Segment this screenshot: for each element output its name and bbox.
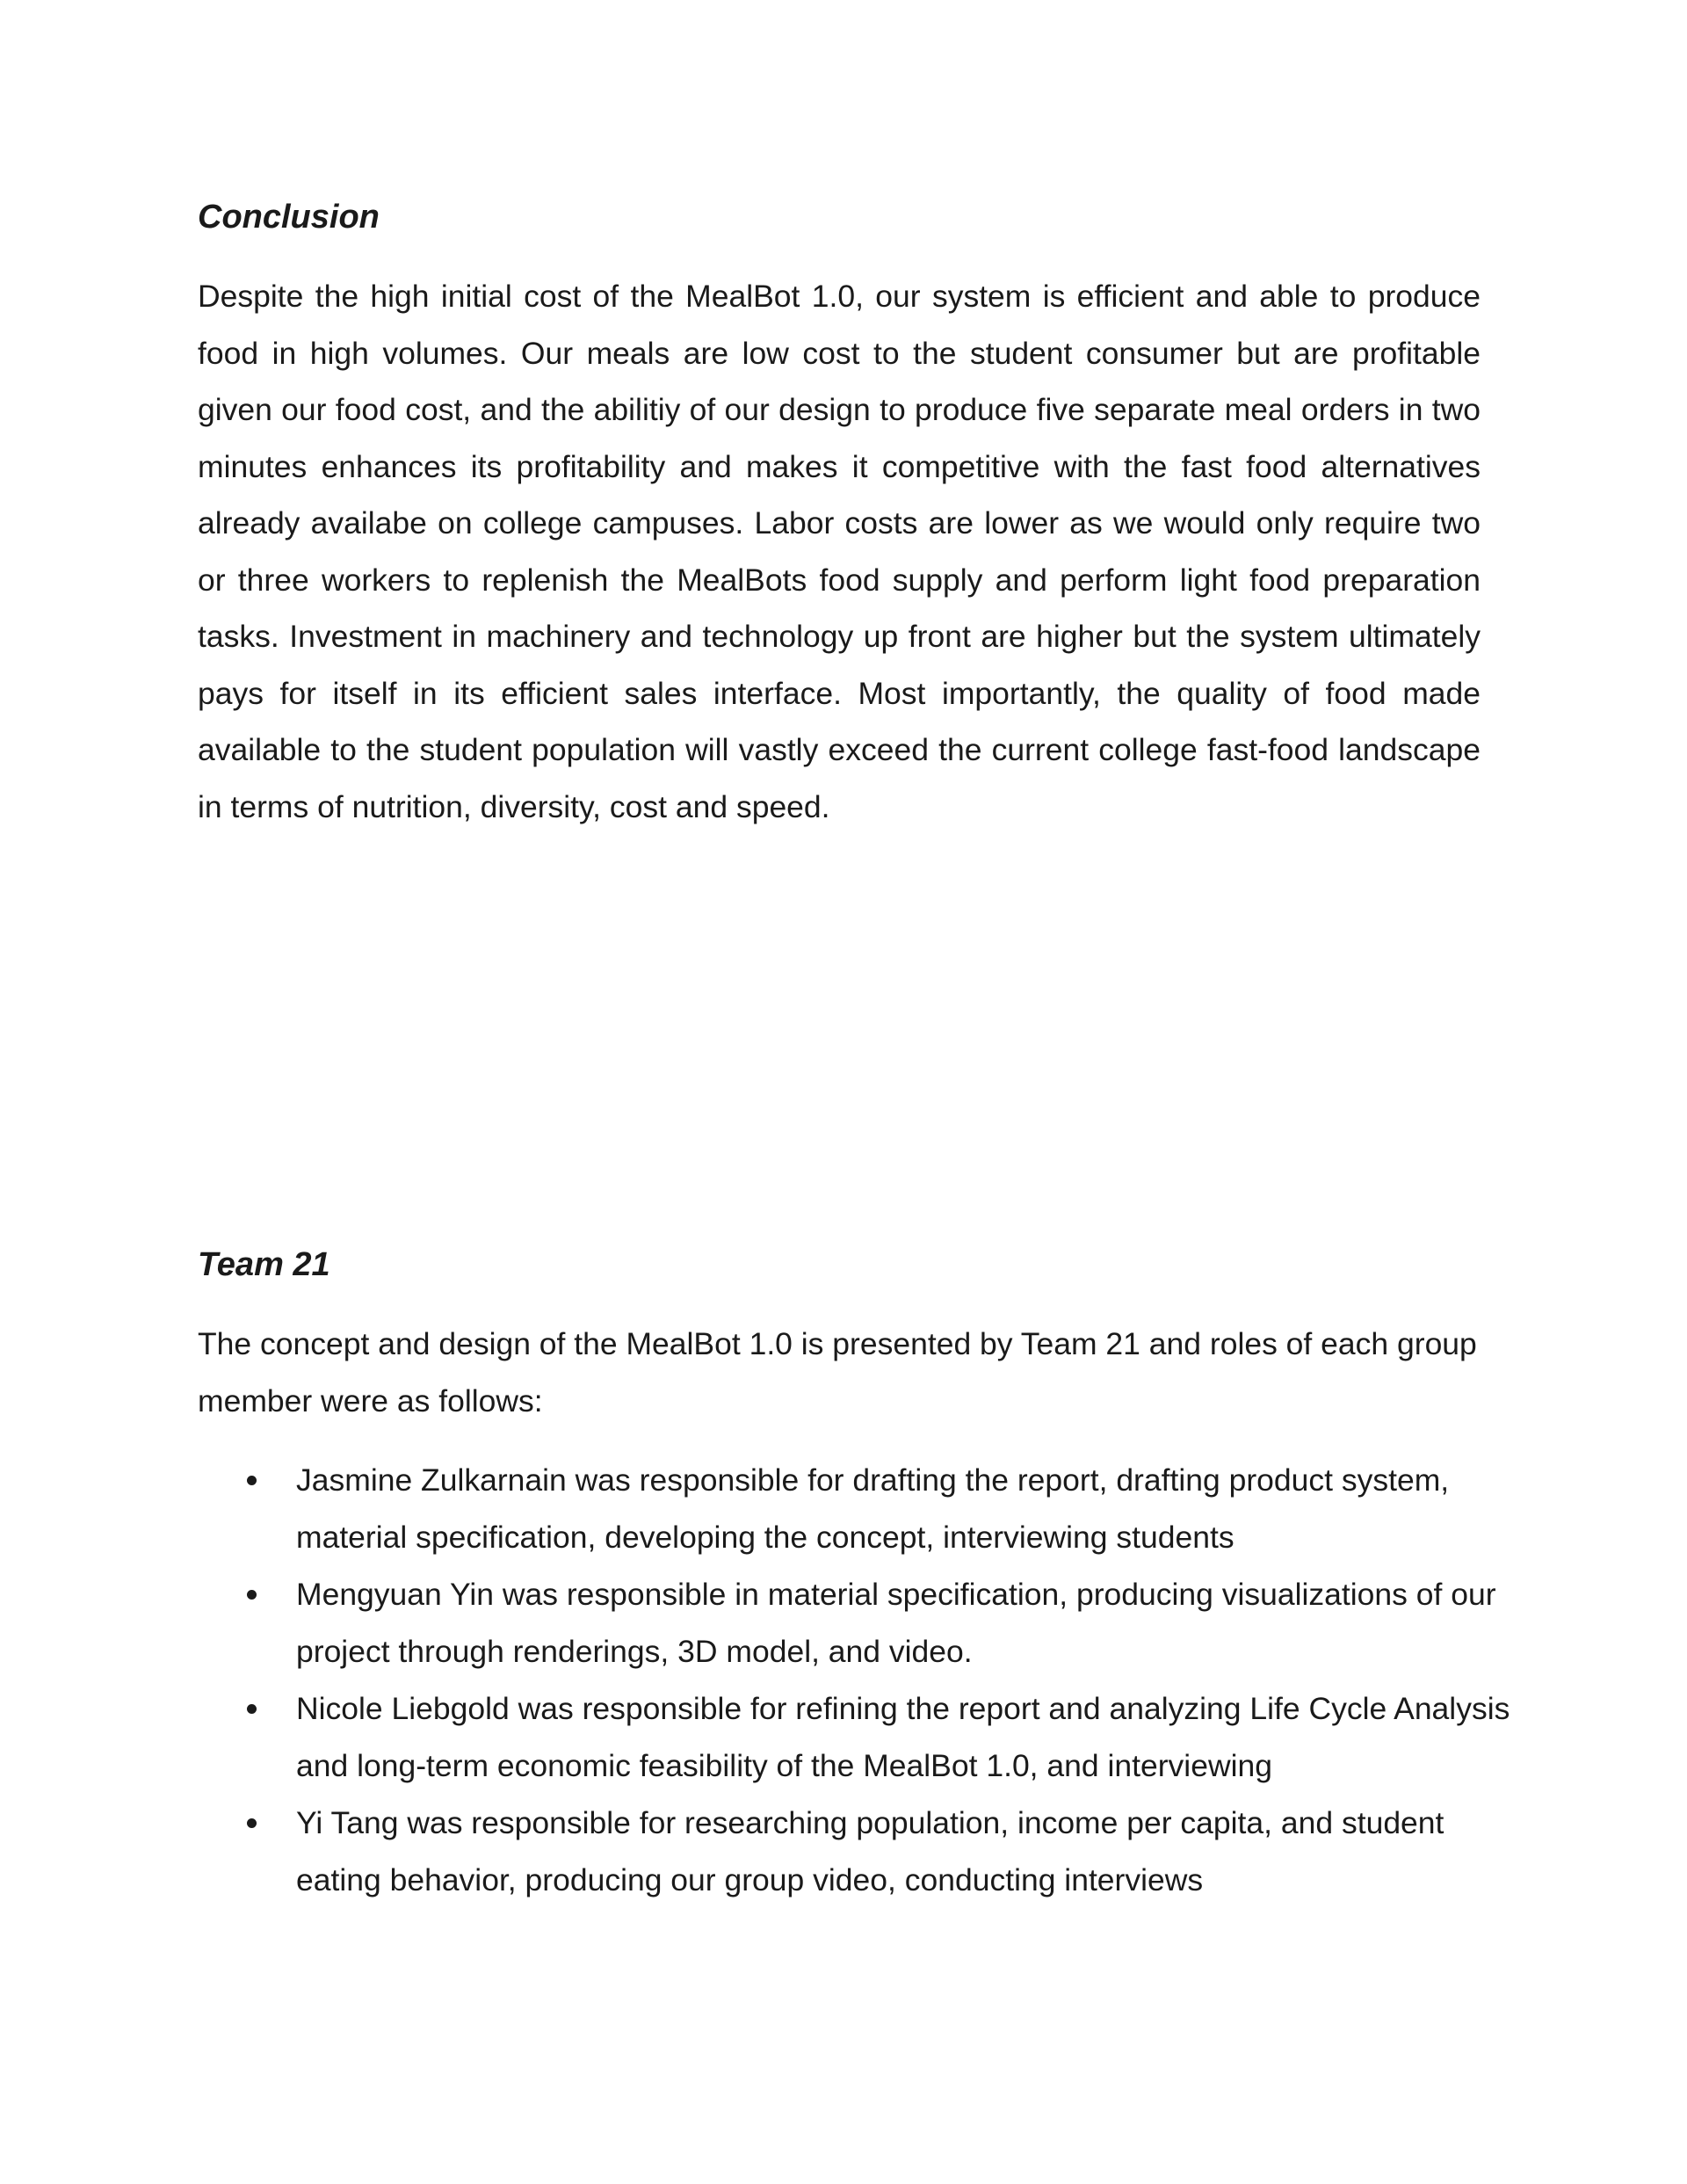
team-member-text: Nicole Liebgold was responsible for refining the report and analyzing Life Cycle Analysis and long-term economic feasibility of the MealBot 1.0, and interviewing	[296, 1691, 1510, 1783]
team-member-text: Mengyuan Yin was responsible in material specification, producing visualizations of our project through renderings, 3D model, and video.	[296, 1577, 1496, 1669]
bullet-icon	[247, 1704, 257, 1714]
conclusion-paragraph: Despite the high initial cost of the MealBot 1.0, our system is efficient and able to produce food in high volumes. Our meals are low cost to the student consumer but are profitable given our food cost, and the abilitiy of our design to produce five separate meal orders in two minutes enhances its profitability and makes it competitive with the fast food alternatives already availabe on college campuses. Labor costs are lower as we would only require two or three workers to replenish the MealBots food supply and perform light food preparation tasks. Investment in machinery and technology up front are higher but the system ultimately pays for itself in its efficient sales interface. Most importantly, the quality of food made available to the student population will vastly exceed the current college fast-food landscape in terms of nutrition, diversity, cost and speed.	[198, 279, 1481, 824]
team-member-text: Yi Tang was responsible for researching population, income per capita, and student eating behavior, producing our group video, conducting interviews	[296, 1805, 1444, 1897]
bullet-icon	[247, 1476, 257, 1485]
team-member-item	[198, 1452, 1533, 1565]
team-member-text: Jasmine Zulkarnain was responsible for drafting the report, drafting product system, material specification, developing the concept, interviewing students	[296, 1462, 1450, 1555]
team-member-item	[198, 1680, 1533, 1794]
team-member-list	[198, 1452, 1533, 1909]
bullet-icon	[247, 1590, 257, 1600]
team-intro-paragraph: The concept and design of the MealBot 1.0 is presented by Team 21 and roles of each group member were as follows:	[198, 1326, 1477, 1419]
team-heading: Team 21	[198, 1246, 330, 1283]
conclusion-heading: Conclusion	[198, 199, 380, 236]
team-member-item	[198, 1566, 1533, 1680]
team-member-item	[198, 1795, 1533, 1908]
bullet-icon	[247, 1818, 257, 1828]
